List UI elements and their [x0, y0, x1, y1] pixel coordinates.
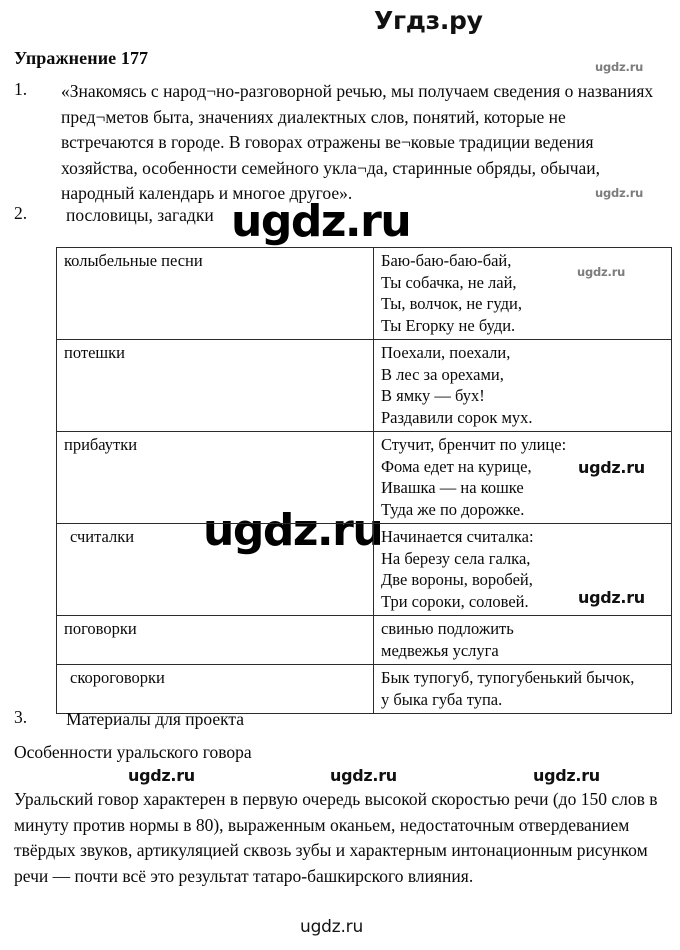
item-text: «Знакомясь с народ¬но-разговорной речью, мы получаем сведения о названиях пред¬метов быта, значениях диалектных слов, понятий, которые не встречаются в городе. В говорах отражены ве¬ковые традиции ведения хозяйства, особенности семейного укла¬да, старинные обряды, обычаи, народный календарь и многое другое».	[61, 81, 654, 203]
watermark: ugdz.ru	[533, 766, 600, 785]
folklore-table	[56, 247, 672, 714]
example-line: у быка губа тупа.	[381, 689, 503, 709]
watermark: ugdz.ru	[577, 265, 626, 279]
example-line: свинью подложить	[381, 619, 514, 638]
watermark-footer: ugdz.ru	[300, 917, 364, 937]
table-cell-examples	[374, 616, 672, 665]
example-line: Стучит, бренчит по улице:	[381, 435, 567, 454]
example-line: медвежья услуга	[381, 640, 499, 660]
example-line: Баю-баю-баю-бай,	[381, 251, 512, 270]
watermark: ugdz.ru	[595, 60, 644, 74]
table-row	[57, 248, 672, 340]
example-line: Поехали, поехали,	[381, 343, 511, 362]
item-text: Материалы для проекта	[66, 709, 244, 729]
item-number: 1.	[14, 79, 28, 99]
example-line: Начинается считалка:	[381, 527, 534, 546]
list-item	[14, 203, 214, 229]
table-cell-term: прибаутки	[57, 432, 374, 524]
example-line: Три сороки, соловей.	[381, 591, 529, 611]
example-line: Фома едет на курице,	[381, 456, 532, 476]
example-line: В ямку — бух!	[381, 386, 485, 405]
watermark-large: ugdz.ru	[231, 196, 411, 247]
watermark: ugdz.ru	[330, 766, 397, 785]
site-logo: Угдз.ру	[374, 6, 483, 35]
table-cell-term: скороговорки	[57, 665, 374, 714]
example-line: В лес за орехами,	[381, 364, 504, 384]
example-line: Две вороны, воробей,	[381, 570, 533, 589]
table-cell-examples	[374, 524, 672, 616]
table-cell-term: поговорки	[57, 616, 374, 665]
table-row	[57, 432, 672, 524]
table-cell-examples	[374, 340, 672, 432]
table-cell-term: считалки	[57, 524, 374, 616]
table-row	[57, 524, 672, 616]
example-line: Туда же по дорожке.	[381, 499, 525, 519]
watermark: ugdz.ru	[595, 186, 644, 200]
example-line: Бык тупогуб, тупогубенький бычок,	[381, 668, 635, 687]
example-line: Ивашка — на кошке	[381, 478, 524, 497]
table-row	[57, 340, 672, 432]
item-number: 2.	[14, 203, 28, 223]
table-cell-term: колыбельные песни	[57, 248, 374, 340]
project-body-text: Уральский говор характерен в первую очередь высокой скоростью речи (до 150 слов в минуту против нормы в 80), выраженным оканьем, недостаточным отвердеванием твёрдых звуков, артикуляцией сквозь зубы и характерным интонационным рисунком речи — почти всё это результат татаро-башкирского влияния.	[14, 789, 658, 886]
item-number: 3.	[14, 707, 28, 727]
watermark-large: ugdz.ru	[203, 505, 383, 556]
list-item	[14, 707, 244, 733]
example-line: На березу села галка,	[381, 548, 531, 568]
table-cell-term: потешки	[57, 340, 374, 432]
watermark: ugdz.ru	[578, 458, 645, 477]
table-row	[57, 616, 672, 665]
table-cell-examples	[374, 432, 672, 524]
table-cell-examples	[374, 665, 672, 714]
watermark: ugdz.ru	[578, 588, 645, 607]
watermark: ugdz.ru	[128, 766, 195, 785]
example-line: Ты, волчок, не гуди,	[381, 294, 522, 313]
table-cell-examples	[374, 248, 672, 340]
example-line: Ты Егорку не буди.	[381, 315, 516, 335]
item-text: пословицы, загадки	[66, 205, 214, 225]
example-line: Ты собачка, не лай,	[381, 272, 517, 292]
example-line: Раздавили сорок мух.	[381, 407, 533, 427]
page-title: Упражнение 177	[14, 48, 149, 69]
project-subheading: Особенности уральского говора	[14, 742, 252, 762]
list-item	[14, 79, 662, 207]
